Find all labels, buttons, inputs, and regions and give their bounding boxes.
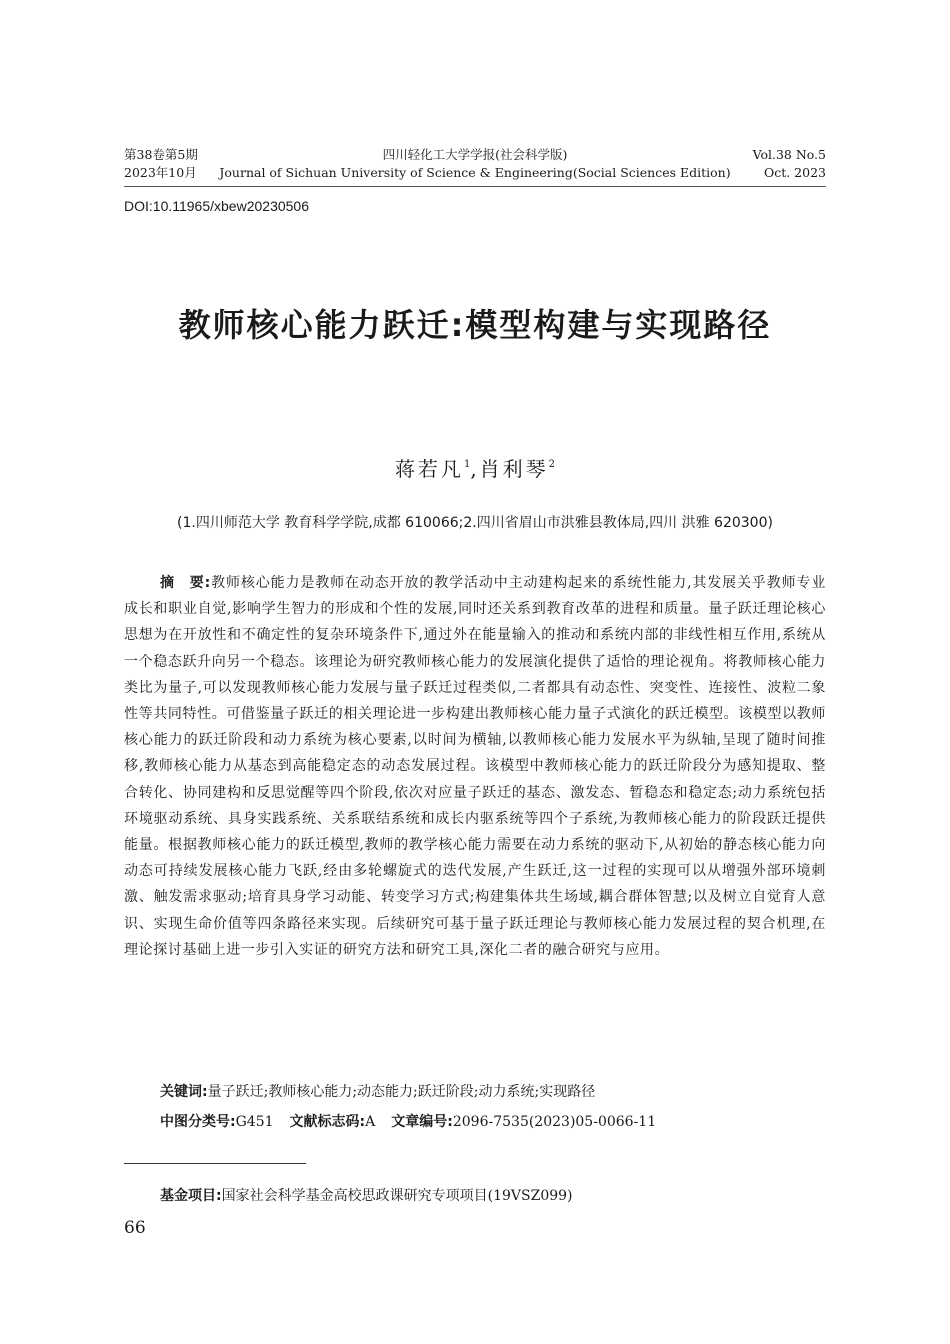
author-1-affil-mark: 1 — [463, 459, 471, 470]
author-2: 肖利琴 — [479, 457, 549, 481]
clc-label: 中图分类号: — [160, 1114, 236, 1130]
header-month: Oct. 2023 — [763, 165, 826, 180]
header-journal-en: Journal of Sichuan University of Science & Engineering(Social Sciences Edition) — [219, 165, 731, 180]
abstract-label: 摘 要: — [160, 575, 211, 591]
author-separator: , — [470, 457, 480, 481]
keywords-label: 关键词: — [160, 1084, 208, 1100]
funding-text: 国家社会科学基金高校思政课研究专项项目(19VSZ099) — [221, 1188, 573, 1204]
page-title: 教师核心能力跃迁:模型构建与实现路径 — [178, 306, 772, 344]
author-1: 蒋若凡 — [394, 457, 464, 481]
abstract-text: 教师核心能力是教师在动态开放的教学活动中主动建构起来的系统性能力,其发展关乎教师专业成长和职业自觉,影响学生智力的形成和个性的发展,同时还关系到教育改革的进程和质量。量子跃迁理论核心思想为在开放性和不确定性的复杂环境条件下,通过外在能量输入的推动和系统内部的非线性相互作用,系统从一个稳态跃升向另一个稳态。该理论为研究教师核心能力的发展演化提供了适恰的理论视角。将教师核心能力类比为量子,可以发现教师核心能力发展与量子跃迁过程类似,二者都具有动态性、突变性、连接性、波粒二象性等共同特性。可借鉴量子跃迁的相关理论进一步构建出教师核心能力量子式演化的跃迁模型。该模型以教师核心能力的跃迁阶段和动力系统为核心要素,以时间为横轴,以教师核心能力发展水平为纵轴,呈现了随时间推移,教师核心能力从基态到高能稳定态的动态发展过程。该模型中教师核心能力的跃迁阶段分为感知提取、整合转化、协同建构和反思觉醒等四个阶段,依次对应量子跃迁的基态、激发态、暂稳态和稳定态;动力系统包括环境驱动系统、具身实践系统、关系联结系统和成长内驱系统等四个子系统,为教师核心能力的阶段跃迁提供能量。根据教师核心能力的跃迁模型,教师的教学核心能力需要在动力系统的驱动下,从初始的静态核心能力向动态可持续发展核心能力飞跃,经由多轮螺旋式的迭代发展,产生跃迁,这一过程的实现可以从增强外部环境刺激、触发需求驱动;培育具身学习动能、转变学习方式;构建集体共生场域,耦合群体智慧;以及树立自觉育人意识、实现生命价值等四条路径来实现。后续研究可基于量子跃迁理论与教师核心能力发展过程的契合机理,在理论探讨基础上进一步引入实证的研究方法和研究工具,深化二者的融合研究与应用。 — [124, 575, 826, 958]
header-volume: Vol.38 No.5 — [752, 147, 826, 162]
footnote-rule — [124, 1163, 306, 1164]
header-issue: 第38卷第5期 — [124, 147, 198, 162]
classification — [160, 1111, 656, 1131]
header-date: 2023年10月 — [124, 165, 197, 180]
author-2-affil-mark: 2 — [548, 459, 556, 470]
funding-label: 基金项目: — [160, 1188, 222, 1204]
doi: DOI:10.11965/xbew20230506 — [124, 198, 309, 214]
article-number-value: 2096-7535(2023)05-0066-11 — [452, 1114, 657, 1130]
funding — [160, 1185, 573, 1205]
doc-code-value: A — [365, 1114, 376, 1130]
affiliation: (1.四川师范大学 教育科学学院,成都 610066;2.四川省眉山市洪雅县教体局,四川 洪雅 620300) — [177, 515, 773, 531]
keywords-text: 量子跃迁;教师核心能力;动态能力;跃迁阶段;动力系统;实现路径 — [207, 1084, 596, 1100]
authors — [0, 453, 950, 482]
keywords — [160, 1081, 595, 1101]
header-journal-cn: 四川轻化工大学学报(社会科学版) — [382, 147, 568, 162]
clc-value: G451 — [235, 1114, 274, 1130]
doc-code-label: 文献标志码: — [289, 1114, 366, 1130]
page-number: 66 — [124, 1218, 146, 1238]
header-rule — [124, 186, 826, 187]
article-number-label: 文章编号: — [391, 1114, 453, 1130]
abstract — [124, 570, 826, 963]
header-volume-block — [753, 146, 826, 182]
